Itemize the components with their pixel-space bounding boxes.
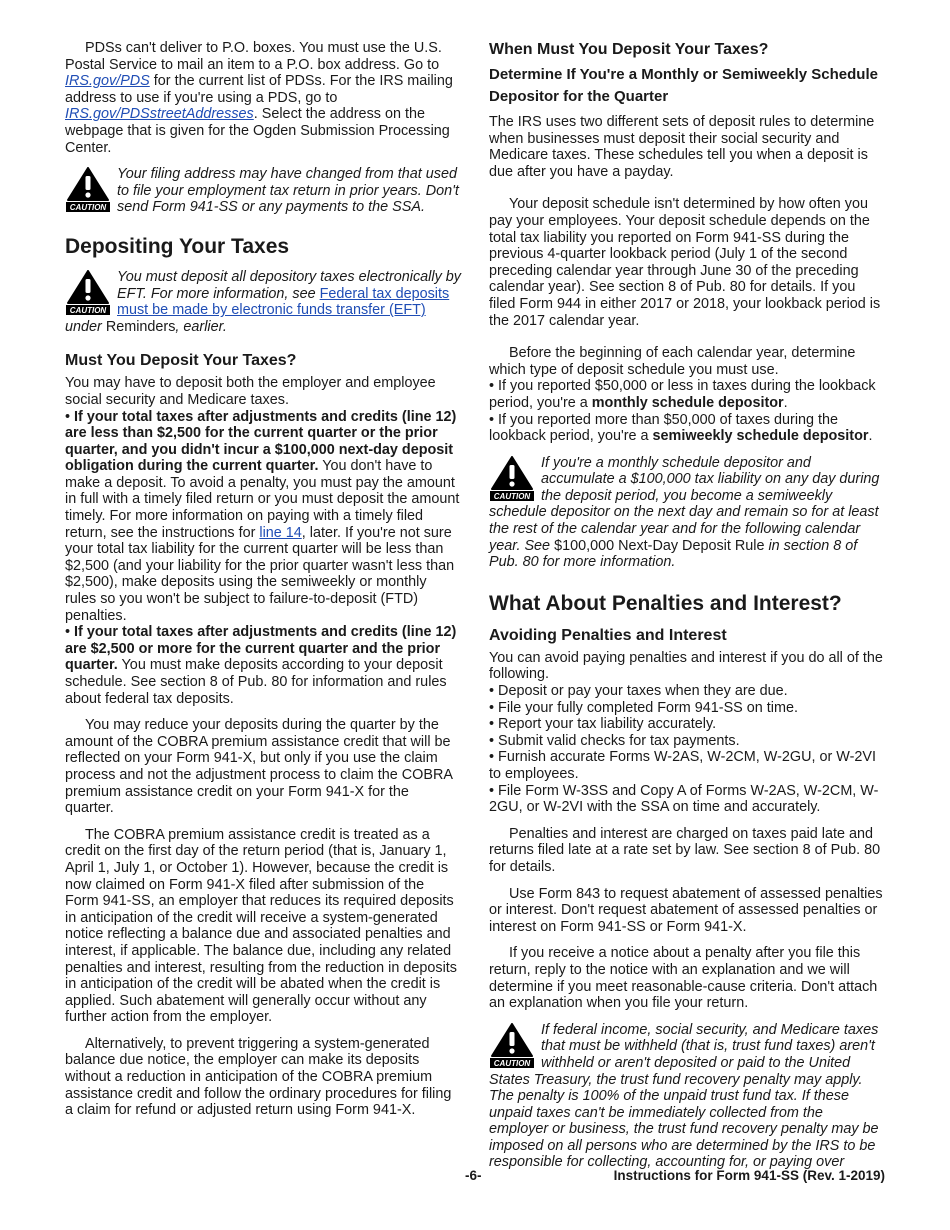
exclamation-dot <box>509 481 514 486</box>
bullet-semiweekly-depositor: • If you reported more than $50,000 of taxes during the lookback period, you're a semiweekly schedule depositor. <box>489 411 873 445</box>
avoid-intro-paragraph: You can avoid paying penalties and interest if you do all of the following. <box>489 649 883 683</box>
bullet-symbol: • <box>489 699 495 716</box>
exclamation-bar <box>86 279 91 293</box>
exclamation-dot <box>509 1048 514 1053</box>
caution-icon <box>489 1023 535 1069</box>
warning-triangle-icon <box>65 167 111 213</box>
caution-label-text: CAUTION <box>493 1058 531 1068</box>
penalty-notice-paragraph: If you receive a notice about a penalty after you file this return, reply to the notice with an explanation and we will determine if you meet reasonable-cause criteria. Don't attach an explanation when you file your return. <box>489 945 878 1012</box>
bullet-symbol: • <box>65 408 71 425</box>
avoid-bullet-list <box>489 683 885 816</box>
bullet-symbol: • <box>489 411 495 428</box>
caution-note-100000-rule: CAUTION If you're a monthly schedule depositor and accumulate a $100,000 tax liability on any day during the deposit period, you become a semiweekly schedule depositor on the next day and remain so for at least the rest of the calendar year and for the following calendar year. See $100,000 Next-Day Deposit Rule in section 8 of Pub. 80 for more information. <box>489 454 880 571</box>
heading-penalties-and-interest: What About Penalties and Interest? <box>489 591 842 615</box>
bullet-symbol: • <box>489 782 495 799</box>
cobra-credit-paragraph: The COBRA premium assistance credit is treated as a credit on the first day of the return period (that is, January 1, April 1, July 1, or October 1). However, because the credit is now claimed on Form 941-X filed after submission of the Form 941-SS, an employer that reduces its required deposits in anticipation of the credit will receive a system-generated notice reflecting a balance due and associated penalties and interest, if applicable. The balance due, including any related penalties and interest, resulting from the reduction in deposits in anticipation of the credit will be abated when the credit is applied. Such abatement will generally occur without any further action from the employer. <box>65 826 457 1026</box>
caution-icon <box>65 270 111 316</box>
caution-label-text: CAUTION <box>69 203 107 213</box>
bullet-2500-or-more: • If your total taxes after adjustments and credits (line 12) are $2,500 or more for the current quarter and the prior quarter. You must make deposits according to your deposit schedule. See section 8 of Pub. 80 for information and rules about federal tax deposits. <box>65 624 457 707</box>
caution-icon <box>489 456 535 502</box>
line-14-link[interactable]: line 14 <box>259 524 302 541</box>
caution-icon <box>65 167 111 213</box>
list-item: • Report your tax liability accurately. <box>489 716 717 733</box>
heading-when-must-you-deposit: When Must You Deposit Your Taxes? <box>489 41 769 58</box>
deposit-rules-paragraph: The IRS uses two different sets of deposit rules to determine when businesses must deposit their social security and Medicare taxes. These schedules tell you when a deposit is due after you have a payday. <box>489 114 875 180</box>
irs-pds-link[interactable]: IRS.gov/PDS <box>65 73 150 90</box>
caution-note-eft: CAUTION You must deposit all depository taxes electronically by EFT. For more information, see Federal tax deposits must be made by electronic funds transfer (EFT) under Reminders, earlier. <box>65 268 461 335</box>
caution-note-filing-address: CAUTION Your filing address may have changed from that used to file your employment tax return in prior years. Don't send Form 941-SS or any payments to the SSA. <box>65 166 461 216</box>
right-column <box>489 40 885 1171</box>
bullet-symbol: • <box>489 683 495 700</box>
reduce-deposits-paragraph: You may reduce your deposits during the quarter by the amount of the COBRA premium assistance credit that will be reflected on your Form 941-X, but only if you use the claim process and not the adjustment process to claim the COBRA premium assistance credit on your Form 941-X for the quarter. <box>65 717 453 817</box>
list-item: • File Form W-3SS and Copy A of Forms W-2AS, W-2CM, W-2GU, or W-2VI with the SSA on time and accurately. <box>489 782 879 816</box>
irs-pds-street-addresses-link[interactable]: IRS.gov/PDSstreetAddresses <box>65 106 254 123</box>
alternatively-paragraph: Alternatively, to prevent triggering a system-generated balance due notice, the employer can make its deposits without a reduction in anticipation of the COBRA premium assistance credit and follow the ordinary procedures for filing a claim for refund or adjusted return using Form 941-X. <box>65 1035 452 1119</box>
bullet-symbol: • <box>489 378 495 395</box>
caution-label-text: CAUTION <box>69 306 107 316</box>
before-year-paragraph: Before the beginning of each calendar year, determine which type of deposit schedule you must use. <box>489 345 856 378</box>
deposit-schedule-paragraph: Your deposit schedule isn't determined by how often you pay your employees. Your deposit schedule depends on the total tax liability you reported on Form 941-SS during the previous 4-quarter lookback period (July 1 of the second preceding calendar year through June 30 of the preceding calendar year). See section 8 of Pub. 80 for details. If you filed Form 944 in either 2017 or 2018, your lookback period is the 2017 calendar year. <box>489 196 881 329</box>
bullet-symbol: • <box>489 732 495 749</box>
warning-triangle-icon <box>65 270 111 316</box>
must-intro-paragraph: You may have to deposit both the employer and employee social security and Medicare taxes. <box>65 375 436 408</box>
exclamation-bar <box>86 176 91 190</box>
left-column <box>65 40 461 1129</box>
penalties-charged-paragraph: Penalties and interest are charged on taxes paid late and returns filed late at a rate set by law. See section 8 of Pub. 80 for details. <box>489 825 881 875</box>
bullet-symbol: • <box>489 716 495 733</box>
page-number: -6- <box>465 1168 482 1183</box>
exclamation-dot <box>85 193 90 198</box>
exclamation-bar <box>510 1032 515 1046</box>
caution-note-trust-fund: CAUTION If federal income, social security, and Medicare taxes that must be withheld (that is, trust fund taxes) aren't withheld or aren't deposited or paid to the United States Treasury, the trust fund recovery penalty may apply. The penalty is 100% of the unpaid trust fund tax. If these unpaid taxes can't be immediately collected from the employer or business, the trust fund recovery penalty may be imposed on all persons who are determined by the IRS to be responsible for collecting, accounting for, or paying over <box>489 1021 879 1171</box>
bullet-under-2500: • If your total taxes after adjustments and credits (line 12) are less than $2,500 for the current quarter or the prior quarter, and you didn't incur a $100,000 next-day deposit obligation during the current quarter. You don't have to make a deposit. To avoid a penalty, you must pay the amount in full with a timely filed return or you must deposit the amount timely. For more information on paying with a timely filed return, see the instructions for line 14, later. If you're not sure your total tax liability for the current quarter will be less than $2,500 (and your liability for the prior quarter wasn't less than $2,500), make deposits using the semiweekly or monthly rules so you won't be subject to failure-to-deposit (FTD) penalties. <box>65 408 460 624</box>
document-title: Instructions for Form 941-SS (Rev. 1-2019) <box>613 1168 885 1183</box>
list-item: • Submit valid checks for tax payments. <box>489 732 740 749</box>
list-item: • File your fully completed Form 941-SS on time. <box>489 699 798 716</box>
heading-depositing-your-taxes: Depositing Your Taxes <box>65 234 290 258</box>
page-footer <box>65 1168 885 1186</box>
heading-avoiding-penalties: Avoiding Penalties and Interest <box>489 626 727 644</box>
exclamation-dot <box>85 295 90 300</box>
bullet-symbol: • <box>489 749 495 766</box>
bullet-monthly-depositor: • If you reported $50,000 or less in taxes during the lookback period, you're a monthly schedule depositor. <box>489 378 876 411</box>
eft-deposits-link[interactable]: Federal tax deposits must be made by electronic funds transfer (EFT) <box>117 285 450 319</box>
pds-paragraph: PDSs can't deliver to P.O. boxes. You must use the U.S. Postal Service to mail an item to a P.O. box address. Go to IRS.gov/PDS for the current list of PDSs. For the IRS mailing address to use if you're using a PDS, go to IRS.gov/PDSstreetAddresses. Select the address on the webpage that is given for the Ogden Submission Processing Center. <box>65 40 453 156</box>
exclamation-bar <box>510 465 515 479</box>
caution-label-text: CAUTION <box>493 491 531 501</box>
warning-triangle-icon <box>489 1023 535 1069</box>
list-item: • Furnish accurate Forms W-2AS, W-2CM, W-2GU, or W-2VI to employees. <box>489 749 877 782</box>
bullet-symbol: • <box>65 624 71 641</box>
list-item: • Deposit or pay your taxes when they are due. <box>489 683 788 700</box>
heading-determine-depositor: Determine If You're a Monthly or Semiweekly Schedule Depositor for the Quarter <box>489 66 878 105</box>
form-843-paragraph: Use Form 843 to request abatement of assessed penalties or interest. Don't request abatement of assessed penalties or interest on Form 941-SS or Form 941-X. <box>489 885 883 935</box>
heading-must-you-deposit: Must You Deposit Your Taxes? <box>65 352 297 370</box>
warning-triangle-icon <box>489 456 535 502</box>
